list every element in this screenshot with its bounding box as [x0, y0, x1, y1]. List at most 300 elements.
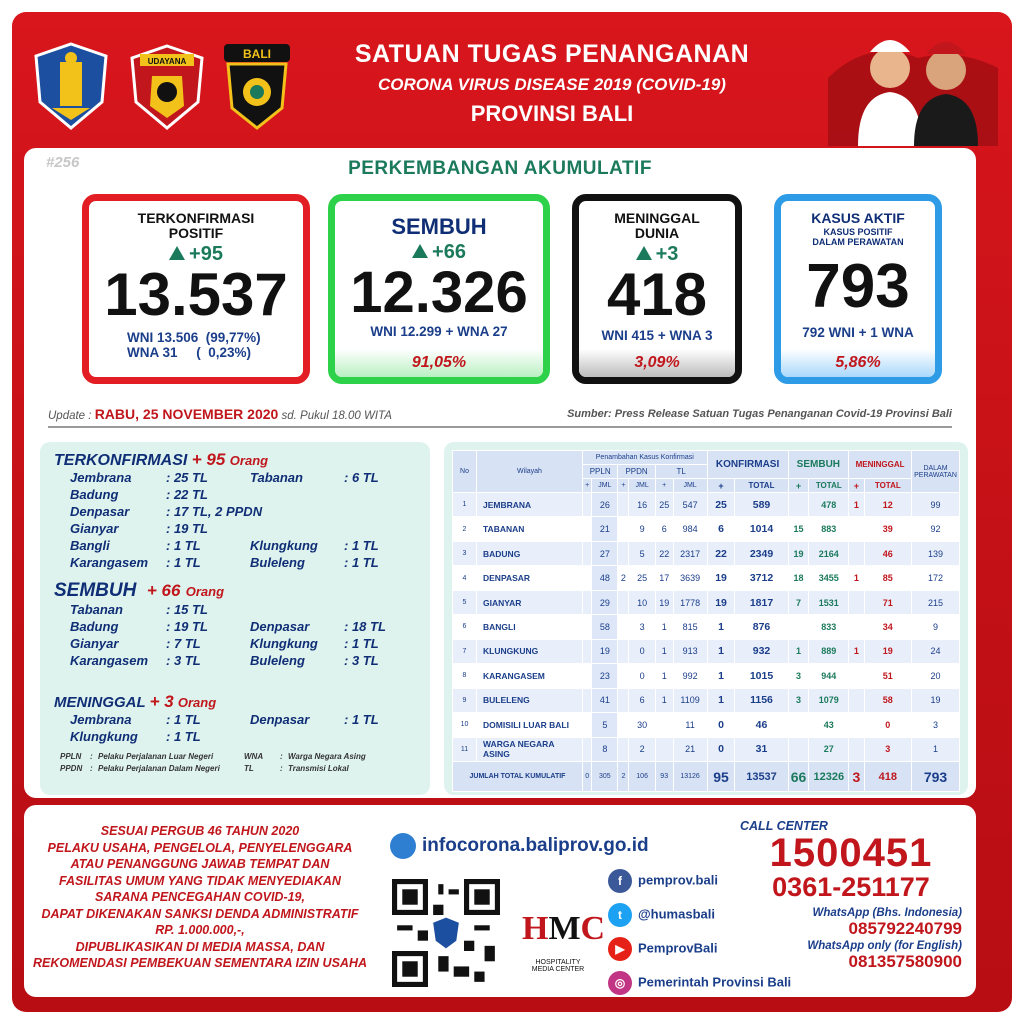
table-cell: 19: [912, 688, 960, 712]
table-cell: 6: [655, 517, 673, 541]
table-cell: 19: [592, 639, 618, 663]
table-cell: 19: [864, 639, 911, 663]
table-cell: 19: [655, 590, 673, 614]
total-cell: 12326: [809, 762, 849, 792]
th-plus: +: [618, 479, 629, 493]
up-arrow-icon: [636, 246, 652, 260]
deaths-summary-label: MENINGGAL: [54, 694, 146, 711]
deaths-delta-value: +3: [655, 243, 679, 265]
table-cell: 7: [788, 590, 809, 614]
region-count: : 7 TL: [166, 636, 201, 651]
region-name: Badung: [70, 619, 119, 634]
table-cell: [849, 517, 864, 541]
deaths-label: MENINGGAL DUNIA: [614, 210, 700, 241]
table-cell: 0: [707, 713, 735, 737]
table-cell: 85: [864, 566, 911, 590]
legend-text: Warga Negara Asing: [288, 752, 366, 761]
region-count: : 1 TL: [166, 538, 201, 553]
th-ppln: PPLN: [583, 465, 618, 479]
table-cell: [583, 517, 592, 541]
table-cell: 8: [592, 737, 618, 761]
social-handle[interactable]: PemprovBali: [638, 940, 718, 956]
table-cell: [583, 493, 592, 517]
active-total: 793: [806, 252, 910, 321]
table-cell: 12: [864, 493, 911, 517]
region-name: Denpasar: [70, 504, 130, 519]
region-name: Karangasem: [70, 555, 149, 570]
region-cell: GIANYAR: [477, 590, 583, 614]
social-handle[interactable]: pemprov.bali: [638, 872, 718, 888]
sanction-line: FASILITAS UMUM YANG TIDAK MENYEDIAKAN: [59, 873, 341, 888]
table-cell: 24: [912, 639, 960, 663]
edition-tag: #256: [46, 154, 80, 171]
confirmed-summary-title: [54, 450, 416, 470]
table-cell: [618, 664, 629, 688]
table-cell: 2: [629, 737, 655, 761]
legend-text: :: [280, 752, 283, 761]
title-line-1: SATUAN TUGAS PENANGANAN: [354, 40, 750, 68]
table-cell: [849, 590, 864, 614]
summary-row: [54, 636, 416, 653]
confirmed-summary-count: + 95: [191, 450, 226, 469]
table-cell: 1: [707, 639, 735, 663]
th-penambahan: Penambahan Kasus Konfirmasi: [583, 451, 708, 465]
th-jml: JML: [592, 479, 618, 493]
table-cell: 27: [809, 737, 849, 761]
table-cell: [618, 590, 629, 614]
table-cell: 2: [453, 517, 477, 541]
table-cell: 1: [849, 639, 864, 663]
instagram-icon: ◎: [608, 971, 632, 995]
table-cell: 58: [864, 688, 911, 712]
table-cell: [618, 639, 629, 663]
table-cell: 3: [864, 737, 911, 761]
table-cell: 39: [864, 517, 911, 541]
table-cell: 889: [809, 639, 849, 663]
region-count: : 19 TL: [166, 521, 208, 536]
total-cell: 793: [912, 762, 960, 792]
deaths-total: 418: [606, 261, 708, 328]
table-cell: [583, 541, 592, 565]
region-count: : 22 TL: [166, 487, 208, 502]
table-cell: [583, 713, 592, 737]
table-cell: [849, 737, 864, 761]
call-center-label: CALL CENTER: [740, 819, 828, 833]
region-cell: BADUNG: [477, 541, 583, 565]
social-link[interactable]: [608, 903, 715, 927]
legend-text: Pelaku Perjalanan Dalam Negeri: [98, 764, 220, 773]
divider: [48, 426, 952, 428]
region-count: : 1 TL: [344, 712, 379, 727]
table-cell: 3455: [809, 566, 849, 590]
th-ppdn: PPDN: [618, 465, 655, 479]
table-cell: 913: [673, 639, 707, 663]
region-name: Tabanan: [70, 602, 123, 617]
table-cell: 19: [788, 541, 809, 565]
active-sublabel: KASUS POSITIF DALAM PERAWATAN: [812, 227, 904, 247]
summary-row: [54, 470, 416, 487]
whatsapp-id-number[interactable]: 085792240799: [848, 919, 962, 938]
table-cell: 3: [912, 713, 960, 737]
table-cell: 71: [864, 590, 911, 614]
table-cell: 22: [655, 541, 673, 565]
region-name: Badung: [70, 487, 119, 502]
region-count: : 6 TL: [344, 470, 379, 485]
table-row: [453, 713, 960, 737]
table-cell: [583, 688, 592, 712]
th-tl: TL: [655, 465, 707, 479]
legend-text: :: [280, 764, 283, 773]
table-cell: [788, 493, 809, 517]
legend-text: TL: [244, 764, 254, 773]
table-cell: 815: [673, 615, 707, 639]
region-count: : 1 TL: [344, 636, 379, 651]
social-handle[interactable]: Pemerintah Provinsi Bali: [638, 974, 792, 990]
th-plus: +: [849, 479, 864, 493]
th-plus: +: [583, 479, 592, 493]
active-breakdown: 792 WNI + 1 WNA: [802, 325, 914, 340]
table-cell: [583, 639, 592, 663]
social-link[interactable]: [608, 869, 718, 893]
bali-province-logo-icon: [32, 42, 110, 130]
table-cell: [788, 713, 809, 737]
table-cell: 6: [707, 517, 735, 541]
officials-portrait: [828, 18, 998, 146]
table-cell: 1: [655, 688, 673, 712]
summary-row: [54, 729, 416, 746]
table-cell: [849, 664, 864, 688]
sanction-line: REKOMENDASI PEMBEKUAN SEMENTARA IZIN USAHA: [32, 956, 368, 970]
legend-text: PPLN: [60, 752, 82, 761]
whatsapp-en-number[interactable]: 081357580900: [848, 952, 962, 971]
region-name: Denpasar: [250, 619, 310, 634]
region-cell: WARGA NEGARA ASING: [477, 737, 583, 761]
th-plus: +: [655, 479, 673, 493]
active-card: [774, 194, 942, 384]
region-name: Klungkung: [70, 729, 138, 744]
table-cell: 1: [707, 615, 735, 639]
table-cell: 41: [592, 688, 618, 712]
th-total: TOTAL: [864, 479, 911, 493]
recovered-summary-unit: Orang: [185, 584, 225, 599]
region-cell: KARANGASEM: [477, 664, 583, 688]
region-name: Klungkung: [250, 636, 318, 651]
region-count: : 1 TL: [344, 555, 379, 570]
table-cell: 19: [707, 566, 735, 590]
table-cell: [618, 541, 629, 565]
region-count: : 3 TL: [344, 653, 379, 668]
confirmed-delta-value: +95: [189, 243, 223, 265]
th-sembuh: SEMBUH: [788, 451, 849, 479]
table-cell: 3639: [673, 566, 707, 590]
sanction-line: PELAKU USAHA, PENGELOLA, PENYELENGGARA: [47, 840, 353, 855]
table-cell: 833: [809, 615, 849, 639]
table-cell: 4: [453, 566, 477, 590]
total-cell: 13537: [735, 762, 788, 792]
call-center: [740, 819, 962, 971]
table-row: [453, 615, 960, 639]
table-cell: 15: [788, 517, 809, 541]
total-cell: 13126: [673, 762, 707, 792]
table-cell: 3712: [735, 566, 788, 590]
table-cell: 10: [629, 590, 655, 614]
table-cell: 589: [735, 493, 788, 517]
main-panel: [24, 148, 976, 798]
table-cell: 21: [592, 517, 618, 541]
active-percent: 5,86%: [781, 349, 935, 377]
table-cell: [849, 615, 864, 639]
table-cell: 3: [453, 541, 477, 565]
table-cell: 1014: [735, 517, 788, 541]
table-cell: 1079: [809, 688, 849, 712]
table-cell: 3: [788, 664, 809, 688]
recovered-summary-count: + 66: [146, 581, 181, 600]
table-cell: 215: [912, 590, 960, 614]
call-center-landline[interactable]: 0361-251177: [772, 872, 930, 902]
table-row: [453, 688, 960, 712]
table-cell: [583, 566, 592, 590]
website-url[interactable]: infocorona.baliprov.go.id: [422, 835, 649, 857]
table-cell: 9: [453, 688, 477, 712]
th-no: No: [453, 451, 477, 493]
social-link[interactable]: [608, 971, 791, 995]
update-source: Sumber: Press Release Satuan Tugas Penanganan Covid-19 Provinsi Bali: [567, 408, 952, 420]
table-cell: [583, 664, 592, 688]
table-total-row: [453, 762, 960, 792]
summary-row: [54, 521, 416, 538]
region-name: Jembrana: [70, 470, 132, 485]
legend-text: PPDN: [60, 764, 83, 773]
table-cell: 5: [592, 713, 618, 737]
table-cell: 51: [864, 664, 911, 688]
legend-text: Pelaku Perjalanan Luar Negeri: [98, 752, 214, 761]
total-cell: 3: [849, 762, 864, 792]
deaths-card: [572, 194, 742, 384]
website-link[interactable]: [390, 833, 649, 859]
recovered-summary-list: [54, 602, 416, 670]
total-cell: 106: [629, 762, 655, 792]
table-cell: 46: [864, 541, 911, 565]
legend-text: WNA: [244, 752, 264, 761]
table-cell: 29: [592, 590, 618, 614]
sanction-line: DAPAT DIKENAKAN SANKSI DENDA ADMINISTRATIF: [41, 906, 359, 921]
up-arrow-icon: [412, 244, 428, 258]
recovered-summary-title: [54, 580, 416, 602]
header: [12, 12, 1012, 152]
title-line-3: PROVINSI BALI: [470, 101, 634, 126]
region-name: Denpasar: [250, 712, 310, 727]
region-cell: DENPASAR: [477, 566, 583, 590]
table-cell: 48: [592, 566, 618, 590]
th-total: TOTAL: [809, 479, 849, 493]
table-cell: 99: [912, 493, 960, 517]
table-cell: [618, 688, 629, 712]
table-cell: [618, 713, 629, 737]
region-cell: JEMBRANA: [477, 493, 583, 517]
table-cell: 31: [735, 737, 788, 761]
region-cell: BULELENG: [477, 688, 583, 712]
summary-row: [54, 504, 416, 521]
regional-table-body: [453, 493, 960, 762]
table-cell: 34: [864, 615, 911, 639]
table-cell: 6: [629, 688, 655, 712]
info-footer: [24, 805, 976, 997]
region-name: Buleleng: [250, 555, 305, 570]
table-cell: 1: [655, 615, 673, 639]
table-cell: 944: [809, 664, 849, 688]
table-cell: [618, 615, 629, 639]
region-name: Gianyar: [70, 636, 119, 651]
header-title: [312, 40, 792, 127]
legend-text: :: [90, 752, 93, 761]
table-cell: 1: [453, 493, 477, 517]
table-cell: [655, 713, 673, 737]
sanction-line: SESUAI PERGUB 46 TAHUN 2020: [100, 824, 300, 838]
region-name: Buleleng: [250, 653, 305, 668]
table-cell: 21: [673, 737, 707, 761]
table-cell: 9: [912, 615, 960, 639]
table-cell: 10: [453, 713, 477, 737]
table-cell: 1817: [735, 590, 788, 614]
th-total: TOTAL: [735, 479, 788, 493]
table-cell: 1778: [673, 590, 707, 614]
table-cell: 172: [912, 566, 960, 590]
recovered-card: [328, 194, 550, 384]
table-cell: 58: [592, 615, 618, 639]
region-name: Jembrana: [70, 712, 132, 727]
table-cell: 22: [707, 541, 735, 565]
table-cell: 0: [864, 713, 911, 737]
bali-police-logo-text: BALI: [243, 47, 271, 61]
region-count: : 18 TL: [344, 619, 386, 634]
table-cell: 7: [453, 639, 477, 663]
region-count: : 1 TL: [344, 538, 379, 553]
table-cell: 25: [707, 493, 735, 517]
table-cell: 478: [809, 493, 849, 517]
sanction-notice: [30, 823, 370, 972]
sanction-line: SARANA PENCEGAHAN COVID-19,: [95, 890, 305, 904]
call-center-number[interactable]: 1500451: [769, 831, 933, 875]
table-cell: 30: [629, 713, 655, 737]
table-cell: 1109: [673, 688, 707, 712]
table-cell: 8: [453, 664, 477, 688]
abbreviation-legend: [54, 752, 416, 778]
table-cell: [849, 713, 864, 737]
summary-row: [54, 619, 416, 636]
twitter-icon: t: [608, 903, 632, 927]
region-count: : 1 TL: [166, 555, 201, 570]
recovered-breakdown: WNI 12.299 + WNA 27: [370, 324, 508, 339]
table-cell: 1015: [735, 664, 788, 688]
table-cell: 883: [809, 517, 849, 541]
table-row: [453, 639, 960, 663]
region-count: : 17 TL, 2 PPDN: [166, 504, 263, 519]
bali-police-logo-icon: [218, 42, 296, 130]
confirmed-summary-label: TERKONFIRMASI: [54, 452, 188, 469]
region-cell: KLUNGKUNG: [477, 639, 583, 663]
table-cell: [618, 517, 629, 541]
table-row: [453, 590, 960, 614]
social-link[interactable]: [608, 937, 717, 961]
table-cell: 0: [707, 737, 735, 761]
table-cell: 139: [912, 541, 960, 565]
total-cell: 2: [618, 762, 629, 792]
table-cell: [788, 737, 809, 761]
table-cell: 92: [912, 517, 960, 541]
update-date: RABU, 25 NOVEMBER 2020: [94, 406, 279, 422]
table-cell: [849, 541, 864, 565]
total-cell: 305: [592, 762, 618, 792]
region-count: : 19 TL: [166, 619, 208, 634]
active-label: KASUS AKTIF: [811, 210, 905, 226]
table-cell: [618, 737, 629, 761]
confirmed-card: [82, 194, 310, 384]
th-jml: JML: [629, 479, 655, 493]
table-cell: 43: [809, 713, 849, 737]
th-wilayah: Wilayah: [477, 451, 583, 493]
th-plus: +: [707, 479, 735, 493]
table-cell: [618, 493, 629, 517]
table-cell: [655, 737, 673, 761]
hmc-caption: HOSPITALITY MEDIA CENTER: [531, 959, 585, 973]
social-handle[interactable]: @humasbali: [638, 906, 715, 922]
deaths-summary-list: [54, 712, 416, 746]
total-cell: 95: [707, 762, 735, 792]
table-cell: 19: [707, 590, 735, 614]
region-name: Karangasem: [70, 653, 149, 668]
confirmed-total: 13.537: [104, 261, 288, 328]
whatsapp-id-label: WhatsApp (Bhs. Indonesia): [812, 907, 962, 919]
table-row: [453, 517, 960, 541]
table-cell: 16: [629, 493, 655, 517]
th-plus: +: [788, 479, 809, 493]
table-cell: 18: [788, 566, 809, 590]
table-cell: 876: [735, 615, 788, 639]
deaths-summary-count: + 3: [149, 692, 174, 711]
table-cell: 25: [629, 566, 655, 590]
table-cell: [583, 615, 592, 639]
confirmed-summary-list: [54, 470, 416, 572]
qr-code-icon: [392, 879, 500, 987]
table-cell: 0: [629, 664, 655, 688]
region-name: Tabanan: [250, 470, 303, 485]
confirmed-wna: WNA 31 ( 0,23%): [127, 345, 252, 360]
recovered-total: 12.326: [350, 260, 528, 325]
table-cell: 1: [849, 493, 864, 517]
sanction-line: RP. 1.000.000,-,: [155, 923, 245, 937]
sanction-line: DIPUBLIKASIKAN DI MEDIA MASSA, DAN: [75, 939, 325, 954]
table-cell: 3: [788, 688, 809, 712]
table-cell: 1: [707, 688, 735, 712]
daily-summary-box: [40, 442, 430, 795]
summary-row: [54, 712, 416, 729]
table-cell: 2317: [673, 541, 707, 565]
update-line: [48, 406, 952, 422]
total-cell: 0: [583, 762, 592, 792]
table-row: [453, 664, 960, 688]
hmc-logo: [522, 909, 606, 995]
region-name: Gianyar: [70, 521, 119, 536]
table-cell: 984: [673, 517, 707, 541]
table-row: [453, 493, 960, 517]
section-title: PERKEMBANGAN AKUMULATIF: [348, 158, 652, 179]
deaths-percent: 3,09%: [579, 349, 735, 377]
table-row: [453, 541, 960, 565]
region-count: : 1 TL: [166, 712, 201, 727]
deaths-summary-unit: Orang: [177, 695, 217, 710]
region-count: : 1 TL: [166, 729, 201, 744]
table-cell: 5: [629, 541, 655, 565]
